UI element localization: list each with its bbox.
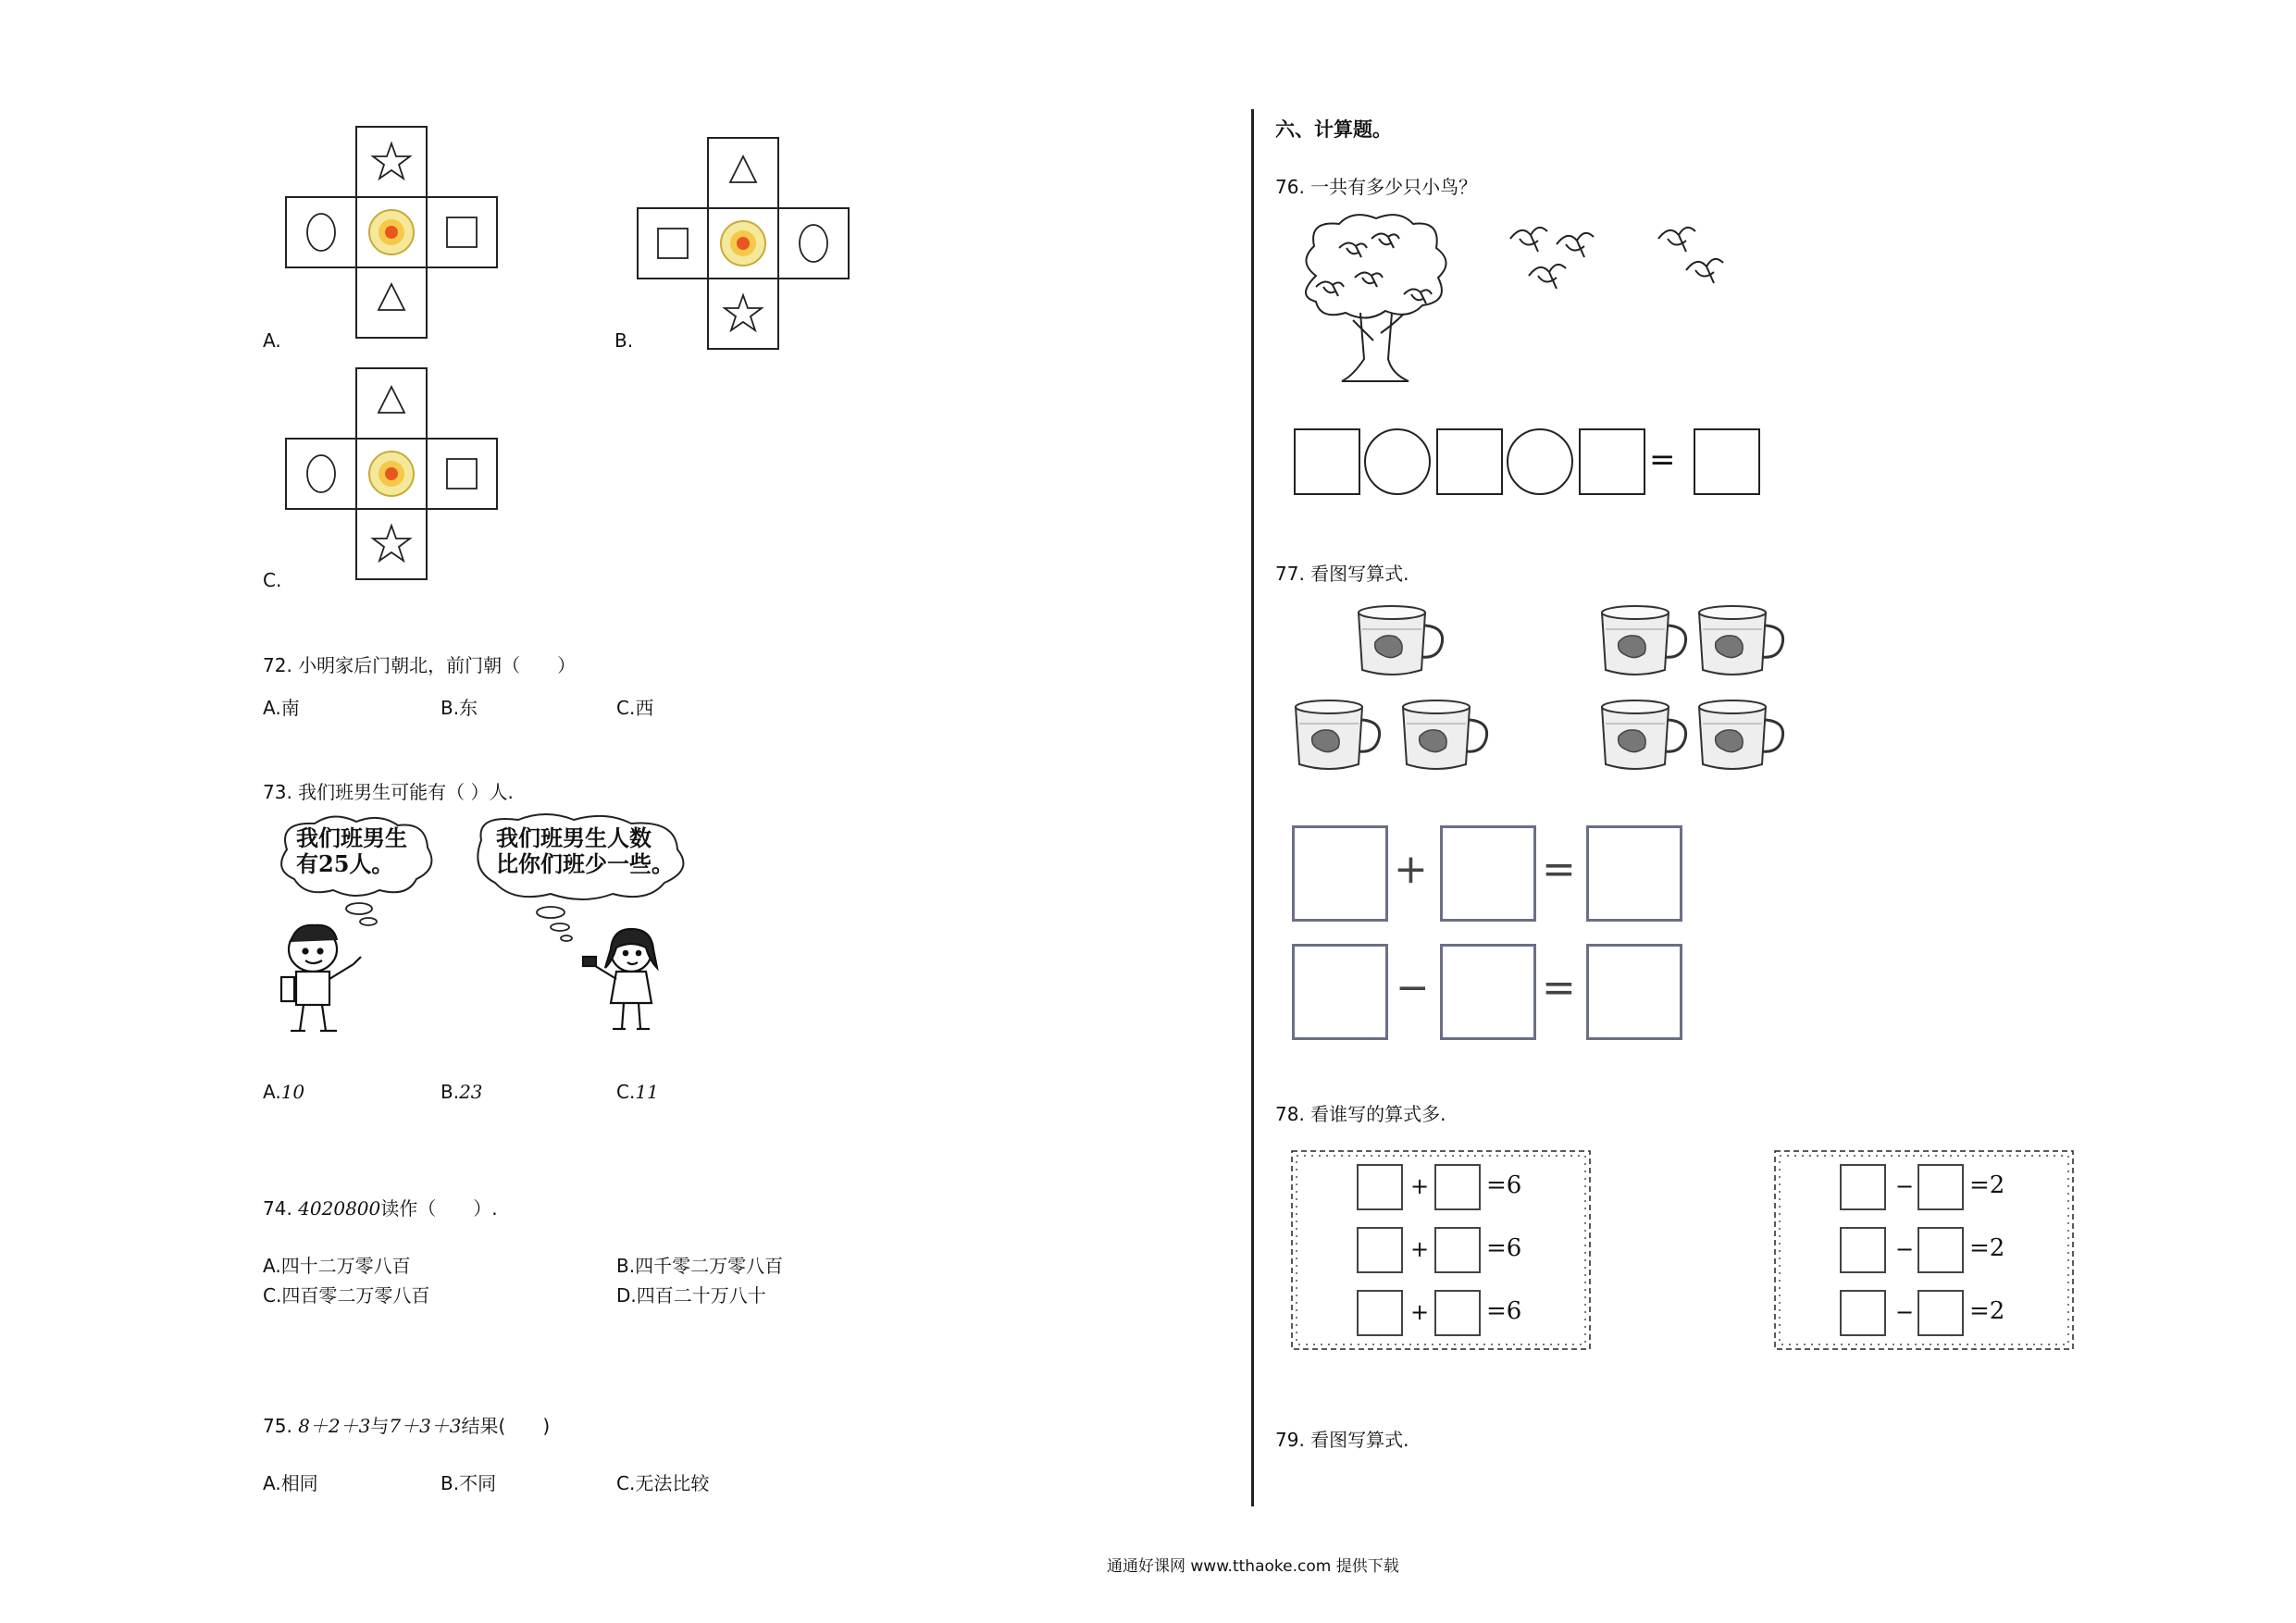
option-b-label: B.	[614, 329, 634, 352]
q74-option-d[interactable]: D.四百二十万八十	[616, 1284, 766, 1307]
section-6-heading: 六、计算题。	[1275, 118, 1392, 141]
star-icon	[373, 526, 410, 561]
boy-bubble-text-1: 我们班男生	[296, 824, 407, 851]
question-79: 79. 看图写算式.	[1275, 1429, 1409, 1451]
equals-sign: =	[1649, 441, 1676, 478]
operator-circle[interactable]	[1507, 428, 1573, 495]
answer-box[interactable]	[1434, 1290, 1481, 1336]
cup-icon	[1699, 606, 1783, 675]
q78-row	[1357, 1290, 1560, 1338]
question-76: 76. 一共有多少只小鸟？	[1275, 176, 1478, 198]
flower-icon	[369, 210, 414, 254]
answer-box[interactable]	[1917, 1227, 1964, 1273]
boy-bubble-text-2: 有25人。	[296, 850, 394, 877]
cups-illustration	[1288, 598, 1788, 792]
cup-icon	[1403, 700, 1487, 769]
q77-subtraction-row	[1292, 944, 1681, 1040]
oval-icon	[307, 455, 335, 492]
answer-box[interactable]	[1917, 1164, 1964, 1210]
answer-box[interactable]	[1440, 825, 1536, 922]
cup-icon	[1602, 700, 1686, 769]
boy-figure	[281, 925, 361, 1031]
result-text: =6	[1486, 1297, 1522, 1325]
question-77: 77. 看图写算式.	[1275, 563, 1409, 585]
answer-box[interactable]	[1292, 944, 1388, 1040]
q75-option-b[interactable]: B.不同	[441, 1472, 497, 1494]
q77-addition-row	[1292, 825, 1681, 922]
question-75: 75. 8＋2＋3与7＋3＋3结果( )	[263, 1415, 551, 1437]
birds-tree-illustration	[1288, 211, 1769, 396]
answer-box[interactable]	[1694, 428, 1760, 495]
answer-box[interactable]	[1357, 1164, 1403, 1210]
plus-sign: +	[1410, 1299, 1430, 1325]
cup-icon	[1699, 700, 1783, 769]
q72-option-b[interactable]: B.东	[441, 697, 478, 719]
square-icon	[658, 229, 688, 258]
minus-sign: −	[1895, 1173, 1915, 1199]
answer-box[interactable]	[1840, 1290, 1886, 1336]
answer-box[interactable]	[1357, 1290, 1403, 1336]
answer-box[interactable]	[1579, 428, 1645, 495]
plus-sign: +	[1410, 1236, 1430, 1262]
q75-option-a[interactable]: A.相同	[263, 1472, 318, 1494]
q73-option-a[interactable]: A.10	[263, 1081, 305, 1103]
star-icon	[725, 295, 762, 330]
question-78: 78. 看谁写的算式多.	[1275, 1103, 1446, 1125]
answer-box[interactable]	[1294, 428, 1360, 495]
girl-bubble-text-1: 我们班男生人数	[496, 824, 652, 851]
square-icon	[447, 217, 477, 247]
plus-sign: +	[1394, 846, 1428, 893]
column-divider	[1251, 109, 1254, 1506]
q78-row	[1357, 1227, 1560, 1275]
q78-row	[1840, 1290, 2043, 1338]
q74-option-c[interactable]: C.四百零二万零八百	[263, 1284, 430, 1307]
oval-icon	[307, 214, 335, 251]
option-a-label: A.	[263, 329, 281, 352]
result-text: =2	[1969, 1171, 2005, 1199]
q72-option-a[interactable]: A.南	[263, 697, 300, 719]
minus-sign: −	[1895, 1299, 1915, 1325]
answer-box[interactable]	[1586, 944, 1682, 1040]
girl-bubble-text-2: 比你们班少一些。	[496, 850, 674, 877]
q78-row	[1840, 1227, 2043, 1275]
cup-icon	[1602, 606, 1686, 675]
q78-row	[1357, 1164, 1560, 1212]
q75-option-c[interactable]: C.无法比较	[616, 1472, 710, 1494]
q73-option-c[interactable]: C.11	[616, 1081, 659, 1103]
q74-option-b[interactable]: B.四千零二万零八百	[616, 1255, 784, 1277]
answer-box[interactable]	[1434, 1227, 1481, 1273]
q73-illustration	[268, 812, 703, 1044]
result-text: =6	[1486, 1171, 1522, 1199]
q78-row	[1840, 1164, 2043, 1212]
question-72: 72. 小明家后门朝北，前门朝（ ）	[263, 654, 577, 676]
answer-box[interactable]	[1917, 1290, 1964, 1336]
question-74: 74. 4020800读作（ ）.	[263, 1197, 498, 1220]
q78-addition-panel	[1288, 1147, 1594, 1353]
q74-option-a[interactable]: A.四十二万零八百	[263, 1255, 411, 1277]
page-footer: 通通好课网 www.tthaoke.com 提供下载	[1107, 1557, 1399, 1576]
operator-circle[interactable]	[1364, 428, 1431, 495]
q78-subtraction-panel	[1771, 1147, 2077, 1353]
girl-figure	[583, 929, 657, 1029]
triangle-icon	[730, 156, 756, 182]
answer-box[interactable]	[1440, 944, 1536, 1040]
cup-icon	[1359, 606, 1443, 675]
answer-box[interactable]	[1434, 1164, 1481, 1210]
result-text: =2	[1969, 1297, 2005, 1325]
minus-sign: −	[1895, 1236, 1915, 1262]
equals-sign: =	[1542, 964, 1576, 1011]
cube-net-a	[282, 125, 504, 340]
bird-icon-group	[1316, 228, 1723, 304]
answer-box[interactable]	[1840, 1164, 1886, 1210]
cube-net-c	[282, 366, 504, 581]
answer-box[interactable]	[1436, 428, 1503, 495]
q73-option-b[interactable]: B.23	[441, 1081, 483, 1103]
answer-box[interactable]	[1586, 825, 1682, 922]
triangle-icon	[379, 284, 404, 310]
q72-option-c[interactable]: C.西	[616, 697, 654, 719]
equals-sign: =	[1542, 846, 1576, 893]
result-text: =6	[1486, 1234, 1522, 1262]
cup-icon	[1296, 700, 1380, 769]
plus-sign: +	[1410, 1173, 1430, 1199]
answer-box[interactable]	[1292, 825, 1388, 922]
triangle-icon	[379, 387, 404, 413]
star-icon	[373, 143, 410, 179]
result-text: =2	[1969, 1234, 2005, 1262]
answer-box[interactable]	[1840, 1227, 1886, 1273]
cube-net-b	[634, 136, 856, 351]
answer-box[interactable]	[1357, 1227, 1403, 1273]
minus-sign: −	[1396, 964, 1430, 1011]
flower-icon	[721, 221, 765, 266]
oval-icon	[800, 225, 827, 262]
option-c-label: C.	[263, 569, 282, 591]
tree-icon	[1306, 215, 1446, 381]
q76-answer-row	[1294, 428, 1766, 495]
question-73: 73. 我们班男生可能有（ ）人.	[263, 781, 514, 803]
flower-icon	[369, 452, 414, 496]
square-icon	[447, 459, 477, 489]
